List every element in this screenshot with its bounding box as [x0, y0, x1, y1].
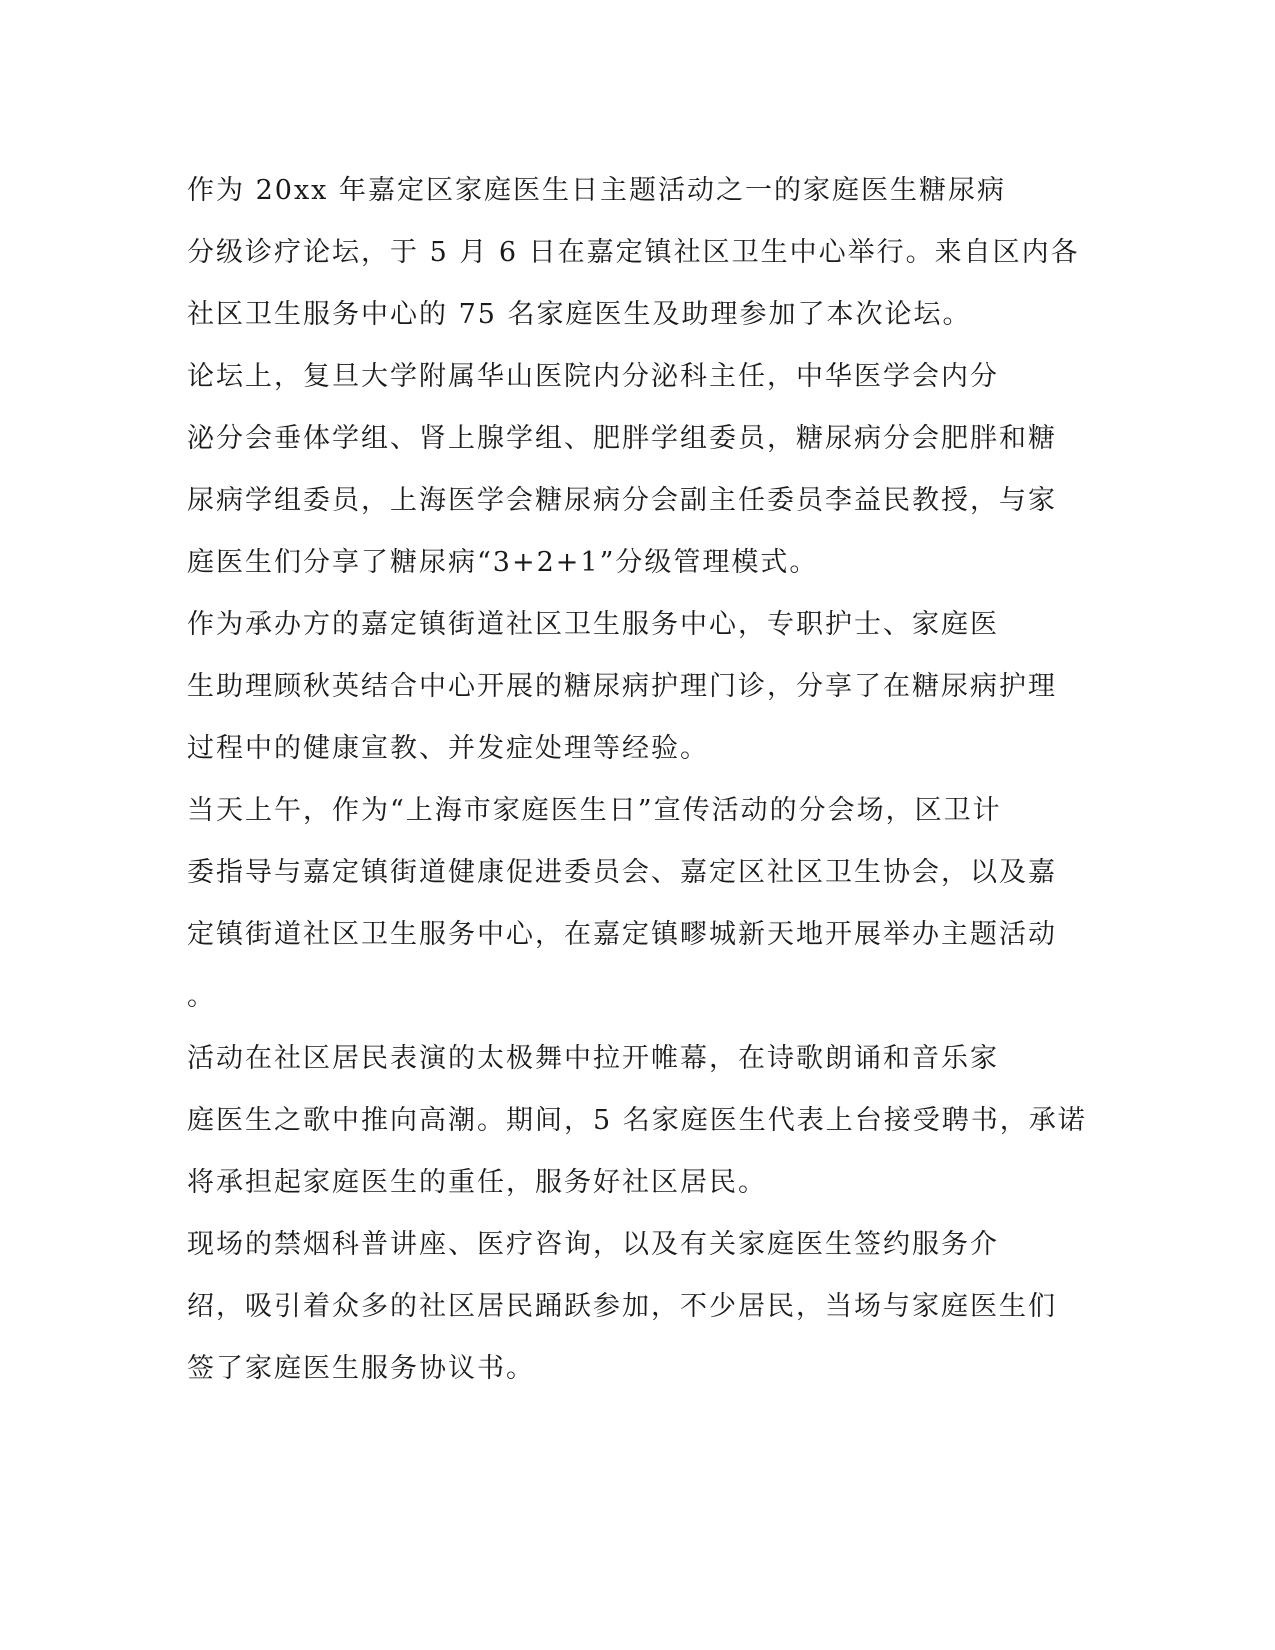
paragraph-nursing-share: 作为承办方的嘉定镇街道社区卫生服务中心，专职护士、家庭医 生助理顾秋英结合中心开展的糖尿病护理门诊，分享了在糖尿病护理 过程中的健康宣教、并发症处理等经验。 [187, 609, 1057, 764]
paragraph-forum-intro: 作为 20xx 年嘉定区家庭医生日主题活动之一的家庭医生糖尿病 分级诊疗论坛，于 5 月 6 日在嘉定镇社区卫生中心举行。来自区内各 社区卫生服务中心的 75 名家庭医生及助理参加了本次论坛。 [187, 175, 1080, 330]
paragraph-forum-speaker: 论坛上，复旦大学附属华山医院内分泌科主任，中华医学会内分 泌分会垂体学组、肾上腺学组、肥胖学组委员，糖尿病分会肥胖和糖 尿病学组委员，上海医学会糖尿病分会副主任委员李益民教授，与家 庭医生们分享了糖尿病“3+2+1”分级管理模式。 [187, 361, 1057, 578]
paragraph-morning-event: 当天上午，作为“上海市家庭医生日”宣传活动的分会场，区卫计 委指导与嘉定镇街道健康促进委员会、嘉定区社区卫生协会，以及嘉 定镇街道社区卫生服务中心，在嘉定镇疁城新天地开展举办主题活动 。 [187, 795, 1057, 1012]
document-body [187, 160, 1087, 1400]
paragraph-onsite-services: 现场的禁烟科普讲座、医疗咨询，以及有关家庭医生签约服务介 绍，吸引着众多的社区居民踊跃参加，不少居民，当场与家庭医生们 签了家庭医生服务协议书。 [187, 1229, 1057, 1384]
paragraph-performance: 活动在社区居民表演的太极舞中拉开帷幕，在诗歌朗诵和音乐家 庭医生之歌中推向高潮。期间，5 名家庭医生代表上台接受聘书，承诺 将承担起家庭医生的重任，服务好社区居民。 [187, 1043, 1087, 1198]
